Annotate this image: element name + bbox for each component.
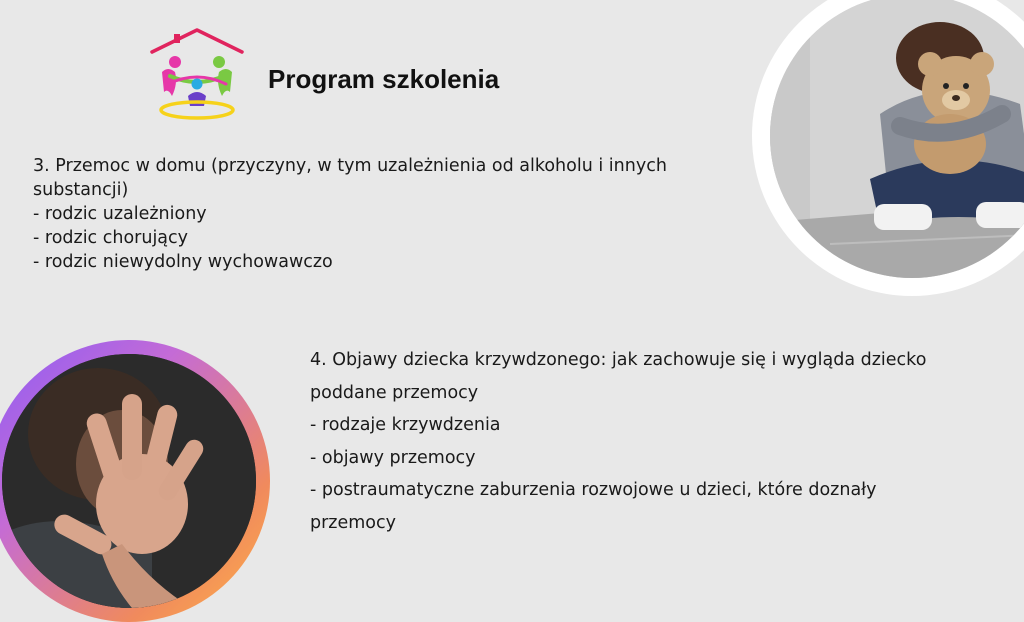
section-4-bullet: przemocy (310, 512, 396, 533)
section-4-bullet: - rodzaje krzywdzenia (310, 415, 501, 435)
section-3-bullet: - rodzic chorujący (33, 228, 189, 248)
section-4-bullet: - objawy przemocy (310, 447, 476, 468)
section-3-bullet: - rodzic uzależniony (33, 204, 207, 224)
section-3-heading-line: substancji) (33, 180, 129, 200)
slide-title: Program szkolenia (268, 64, 500, 94)
section-3-heading-line: 3. Przemoc w domu (przyczyny, w tym uzależnienia od alkoholu i innych (33, 156, 667, 176)
family-house-logo (148, 26, 246, 122)
section-4-heading-line: 4. Objawy dziecka krzywdzonego: jak zachowuje się i wygląda dziecko (310, 350, 927, 370)
section-4-abused-child-symptoms (310, 344, 1000, 539)
section-3-domestic-violence (33, 154, 733, 274)
section-4-heading-line: poddane przemocy (310, 382, 479, 403)
section-4-bullet: - postraumatyczne zaburzenia rozwojowe u dzieci, które doznały (310, 480, 877, 500)
section-3-bullet: - rodzic niewydolny wychowawczo (33, 252, 333, 272)
child-with-teddy-bear-photo (752, 0, 1024, 296)
child-raised-hand-photo (0, 340, 270, 622)
